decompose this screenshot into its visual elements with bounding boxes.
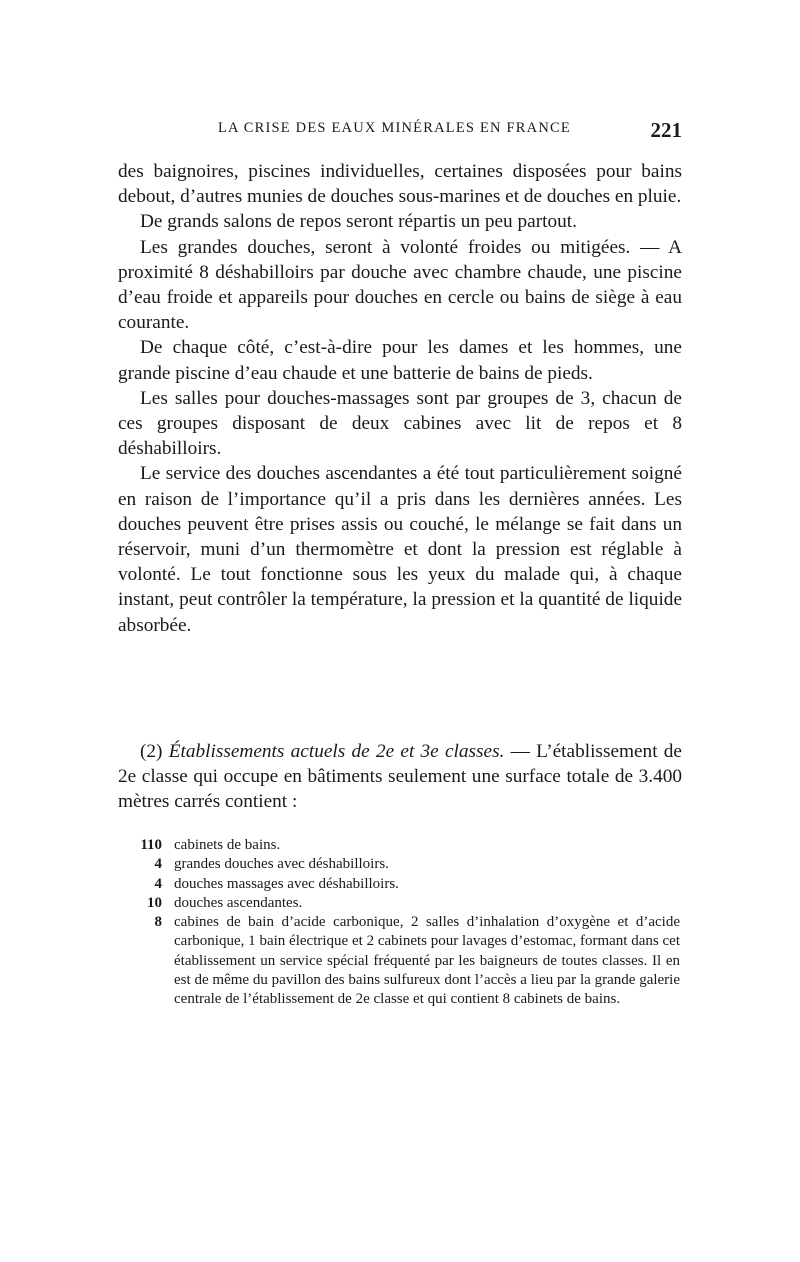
item-count: 110	[140, 837, 162, 853]
list-item	[132, 855, 680, 874]
item-text: cabines de bain d’acide carbonique, 2 salles d’inhalation d’oxygène et d’acide carbonique, 1 bain électrique et 2 cabinets pour lavages d’estomac, formant dans cet établissement un service spécial fréquenté par les baigneurs de toutes classes. Il en est de même du pavillon des bains sulfureux dont l’accès a lieu par la grande galerie centrale de l’établissement de 2e classe et qui contient 8 cabinets de bains.	[174, 914, 680, 1008]
item-text: cabinets de bains.	[174, 837, 281, 853]
running-title: LA CRISE DES EAUX MINÉRALES EN FRANCE	[218, 120, 571, 136]
item-count: 4	[154, 856, 162, 873]
list-item	[132, 836, 680, 855]
item-count: 8	[154, 914, 162, 931]
item-count: 10	[147, 894, 162, 911]
list-item	[132, 875, 680, 894]
paragraph: De grands salons de repos seront répartis un peu partout.	[140, 211, 577, 233]
page-number: 221	[650, 118, 682, 142]
paragraph: Les salles pour douches-massages sont par groupes de 3, chacun de ces groupes disposant de deux cabines avec lit de repos et 8 déshabilloirs.	[118, 387, 682, 460]
page-header	[218, 118, 682, 144]
paragraph: De chaque côté, c’est-à-dire pour les dames et les hommes, une grande piscine d’eau chaude et une batterie de bains de pieds.	[118, 337, 682, 384]
section-heading: Établissements actuels de 2e et 3e classes.	[168, 741, 505, 762]
item-text: douches massages avec déshabilloirs.	[174, 875, 399, 892]
item-text: douches ascendantes.	[174, 894, 303, 911]
section-text: — L’établissement de 2e classe qui occupe en bâtiments seulement une surface totale de 3.400 mètres carrés contient :	[118, 741, 682, 813]
section-marker: (2)	[140, 741, 163, 762]
section-intro	[118, 739, 682, 815]
paragraph: Le service des douches ascendantes a été tout particulièrement soigné en raison de l’importance qu’il a pris dans les dernières années. Les douches peuvent être prises assis ou couché, le mélange se fait dans un réservoir, muni d’un thermomètre et dont la pression est réglable à volonté. Le tout fonctionne sous les yeux du malade qui, à chaque instant, peut contrôler la température, la pression et la quantité de liquide absorbée.	[118, 463, 682, 636]
item-count: 4	[154, 875, 162, 892]
item-text: grandes douches avec déshabilloirs.	[174, 856, 389, 873]
main-text	[118, 159, 682, 638]
paragraph: Les grandes douches, seront à volonté froides ou mitigées. — A proximité 8 déshabilloirs par douche avec chambre chaude, une piscine d’eau froide et appareils pour douches en cercle ou bains de siège à eau courante.	[118, 236, 682, 334]
section-paragraph	[118, 739, 682, 815]
paragraph: des baignoires, piscines individuelles, certaines disposées pour bains debout, d’autres munies de douches sous-marines et de douches en pluie.	[118, 161, 682, 208]
facility-list	[132, 836, 680, 1010]
list-item	[132, 894, 680, 913]
list-item	[132, 913, 680, 1009]
